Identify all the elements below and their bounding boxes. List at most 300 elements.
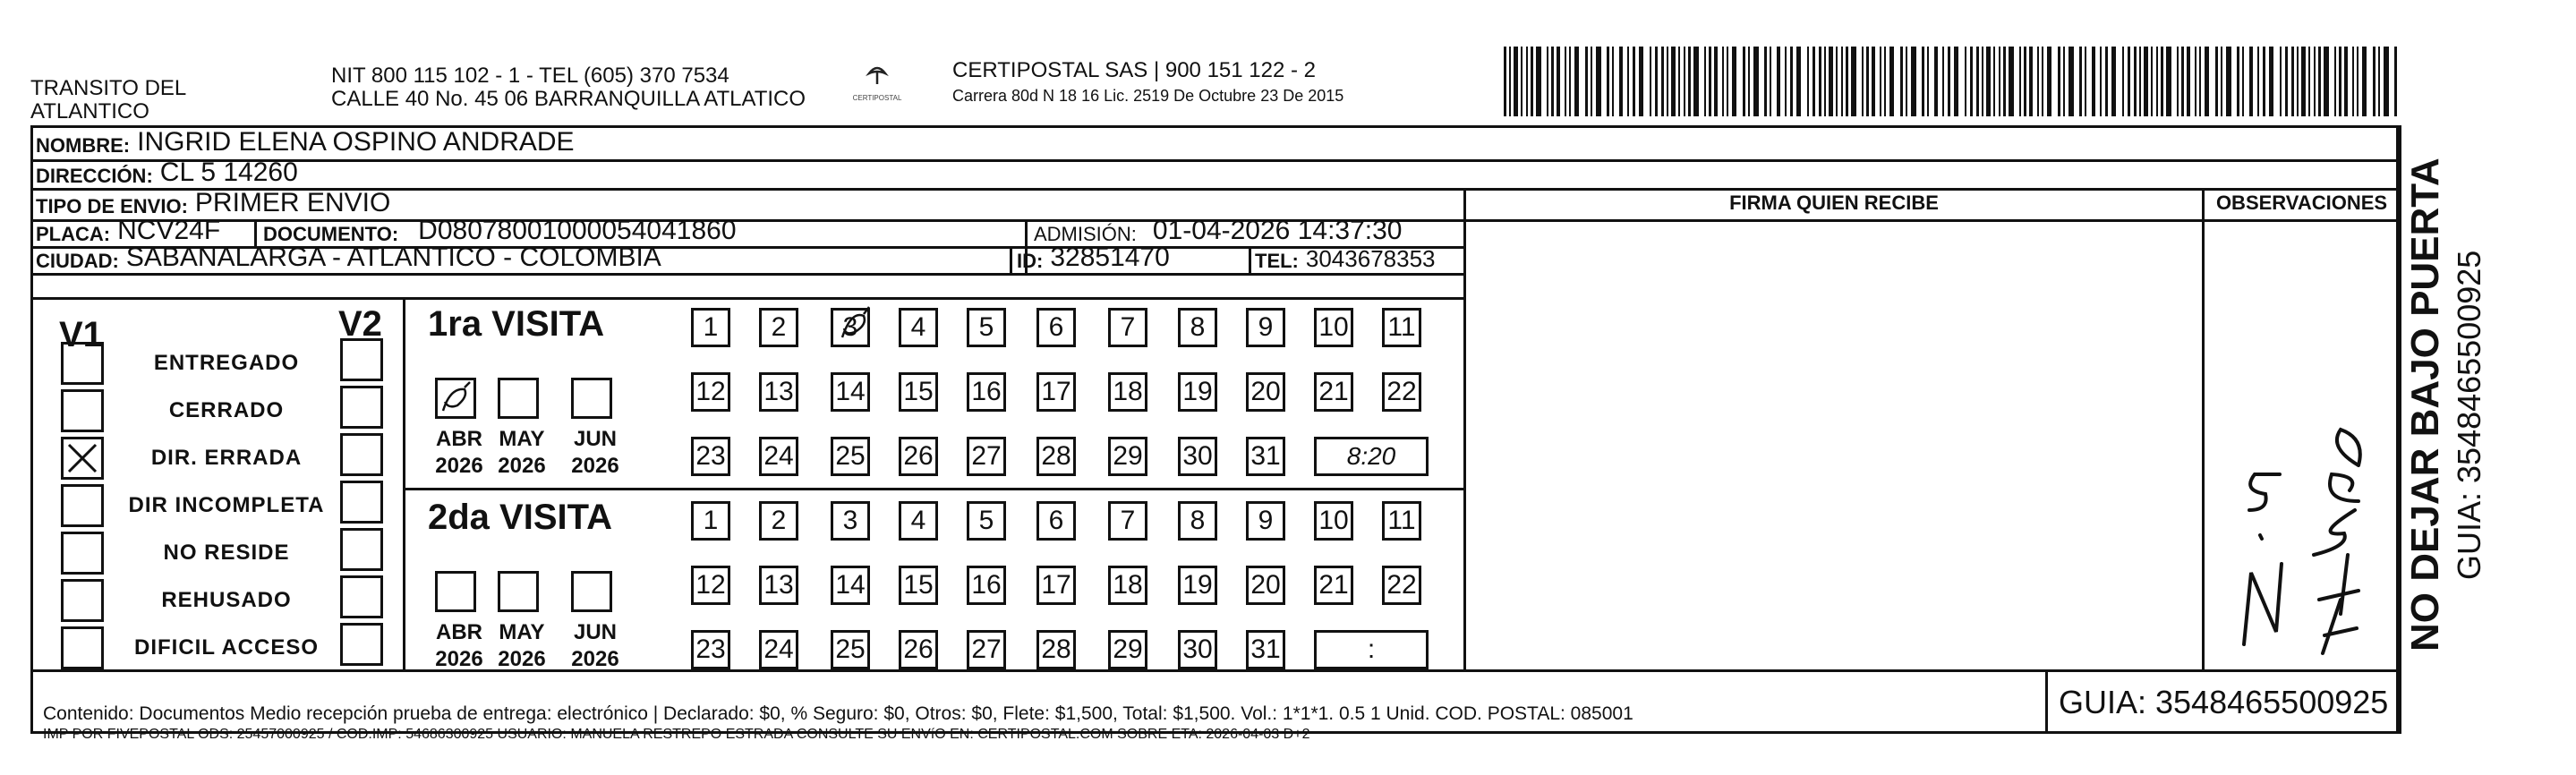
barcode-bar <box>2156 47 2158 116</box>
barcode-bar <box>1846 47 1848 116</box>
day-13-box[interactable]: 13 <box>759 372 798 412</box>
v1-checkbox[interactable] <box>61 626 104 669</box>
day-18-box[interactable]: 18 <box>1108 566 1147 605</box>
status-label: CERRADO <box>168 398 285 422</box>
barcode-bar <box>2105 47 2108 116</box>
barcode-bar <box>1709 47 1711 116</box>
no-dejar-bajo-puerta: NO DEJAR BAJO PUERTA <box>2403 158 2447 652</box>
logo-text: CERTIPOSTAL <box>852 94 902 102</box>
day-10-box[interactable]: 10 <box>1314 308 1353 347</box>
month-checkbox[interactable] <box>435 571 476 612</box>
barcode-bar <box>1684 47 1685 116</box>
barcode-bar <box>2215 47 2218 116</box>
day-20-box[interactable]: 20 <box>1246 372 1285 412</box>
barcode-bar <box>2301 47 2306 116</box>
day-23-box[interactable]: 23 <box>691 630 730 669</box>
time-box[interactable] <box>1314 437 1429 476</box>
day-9-box[interactable]: 9 <box>1246 308 1285 347</box>
month-name: MAY <box>499 620 545 644</box>
org-name <box>30 77 186 123</box>
v2-checkbox[interactable] <box>340 338 383 381</box>
barcode-bar <box>2029 47 2033 116</box>
day-8-box[interactable]: 8 <box>1178 501 1217 541</box>
month-label <box>490 426 553 480</box>
barcode-bar <box>1965 47 1966 116</box>
barcode-bar <box>1627 47 1629 116</box>
v1-checkbox[interactable] <box>61 342 104 385</box>
barcode-bar <box>1770 47 1771 116</box>
direccion-value: CL 5 14260 <box>159 158 298 187</box>
v2-header: V2 <box>338 304 382 344</box>
direccion-label: DIRECCIÓN: <box>36 165 153 187</box>
sender-address: CALLE 40 No. 45 06 BARRANQUILLA ATLATICO <box>331 87 806 111</box>
day-25-box[interactable]: 25 <box>831 630 870 669</box>
month-name: JUN <box>573 427 617 451</box>
barcode-bar <box>2280 47 2282 116</box>
day-3-box[interactable]: 3 <box>831 501 870 541</box>
carrier-address: Carrera 80d N 18 16 Lic. 2519 De Octubre 23 De 2015 <box>952 87 1344 105</box>
status-label: DIFICIL ACCESO <box>133 635 319 660</box>
rule <box>403 488 1463 490</box>
logo-mark-icon <box>864 63 891 89</box>
day-19-box[interactable]: 19 <box>1178 372 1217 412</box>
status-label: NO RESIDE <box>163 541 290 565</box>
rule <box>30 297 1463 300</box>
barcode-bar <box>2144 47 2148 116</box>
handwritten-mark-icon <box>833 305 873 350</box>
barcode-bar <box>2187 47 2190 116</box>
barcode-bar <box>1796 47 1801 116</box>
barcode-bar <box>2263 47 2265 116</box>
rule <box>1010 246 1012 273</box>
day-30-box[interactable]: 30 <box>1178 437 1217 476</box>
day-4-box[interactable]: 4 <box>899 501 938 541</box>
ciudad-field <box>36 243 661 273</box>
barcode-bar <box>2308 47 2310 116</box>
rule <box>2045 669 2048 734</box>
barcode-bar <box>2221 47 2222 116</box>
rule <box>1249 246 1251 273</box>
month-label <box>428 619 490 673</box>
day-8-box[interactable]: 8 <box>1178 308 1217 347</box>
day-15-box[interactable]: 15 <box>899 372 938 412</box>
day-19-box[interactable]: 19 <box>1178 566 1217 605</box>
day-7-box[interactable]: 7 <box>1108 308 1147 347</box>
barcode-bar <box>2181 47 2184 116</box>
rule <box>30 669 2399 672</box>
month-year: 2026 <box>435 647 483 671</box>
documento-value: D08078001000054041860 <box>418 216 737 245</box>
v2-checkbox[interactable] <box>340 623 383 666</box>
month-year: 2026 <box>498 647 546 671</box>
day-24-box[interactable]: 24 <box>759 437 798 476</box>
day-31-box[interactable]: 31 <box>1246 630 1285 669</box>
day-22-box[interactable]: 22 <box>1382 566 1421 605</box>
barcode-bar <box>1619 47 1623 116</box>
rule <box>2399 125 2401 734</box>
barcode-bar <box>1727 47 1728 116</box>
carrier-info <box>952 59 1343 106</box>
day-12-box[interactable]: 12 <box>691 566 730 605</box>
visit-title: 1ra VISITA <box>428 304 605 344</box>
barcode-bar <box>1521 47 1523 116</box>
firma-header: FIRMA QUIEN RECIBE <box>1729 192 1939 214</box>
barcode-bar <box>1954 47 1958 116</box>
tel-label: TEL: <box>1255 250 1299 272</box>
day-1-box[interactable]: 1 <box>691 501 730 541</box>
barcode-bar <box>1574 47 1579 116</box>
id-value: 32851470 <box>1050 243 1170 272</box>
day-16-box[interactable]: 16 <box>967 566 1006 605</box>
barcode-bar <box>2195 47 2196 116</box>
barcode-bar <box>2042 47 2043 116</box>
rule <box>30 273 1463 276</box>
nombre-row <box>36 125 575 158</box>
barcode-bar <box>1982 47 1983 116</box>
day-5-box[interactable]: 5 <box>967 501 1006 541</box>
status-label: REHUSADO <box>161 588 292 612</box>
day-17-box[interactable]: 17 <box>1036 566 1076 605</box>
side-warning <box>2403 150 2447 652</box>
day-5-box[interactable]: 5 <box>967 308 1006 347</box>
v1-checkbox[interactable] <box>61 579 104 622</box>
barcode-bar <box>1748 47 1750 116</box>
barcode-bar <box>1934 47 1938 116</box>
barcode-bar <box>1688 47 1691 116</box>
barcode-bar <box>1948 47 1950 116</box>
status-label: ENTREGADO <box>153 351 300 375</box>
barcode-bar <box>2151 47 2153 116</box>
barcode-bar <box>2199 47 2201 116</box>
barcode-bar <box>2003 47 2006 116</box>
month-year: 2026 <box>571 454 619 478</box>
day-14-box[interactable]: 14 <box>831 566 870 605</box>
barcode-bar <box>1607 47 1609 116</box>
barcode-bar <box>1900 47 1903 116</box>
barcode-bar <box>2122 47 2124 116</box>
barcode-bar <box>2092 47 2095 116</box>
day-22-box[interactable]: 22 <box>1382 372 1421 412</box>
barcode-bar <box>1650 47 1651 116</box>
status-label: DIR. ERRADA <box>150 446 303 470</box>
v1-checkbox[interactable] <box>61 532 104 575</box>
barcode-bar <box>2237 47 2239 116</box>
carrier-line: CERTIPOSTAL SAS | 900 151 122 - 2 <box>952 58 1316 82</box>
month-checkbox[interactable] <box>498 378 539 419</box>
tipo-envio-label: TIPO DE ENVIO: <box>36 195 188 217</box>
admision-label: ADMISIÓN: <box>1034 223 1137 245</box>
day-2-box[interactable]: 2 <box>759 501 798 541</box>
barcode-bar <box>2378 47 2380 116</box>
rule <box>1463 219 2399 222</box>
barcode-bar <box>2063 47 2065 116</box>
v2-checkbox[interactable] <box>340 386 383 429</box>
barcode-bar <box>2024 47 2026 116</box>
barcode-bar <box>1884 47 1886 116</box>
barcode-bar <box>2166 47 2171 116</box>
day-11-box[interactable]: 11 <box>1382 501 1421 541</box>
day-26-box[interactable]: 26 <box>899 630 938 669</box>
barcode-bar <box>2373 47 2376 116</box>
day-26-box[interactable]: 26 <box>899 437 938 476</box>
footer-contenido: Contenido: Documentos Medio recepción prueba de entrega: electrónico | Declarado: $0, % Seguro: $0, Otros: $0, Flete: $1,500, Total: $1,500. Vol.: 1*1*1. 0.5 1 Unid. COD. POSTAL: 085001 <box>43 703 1633 724</box>
day-20-box[interactable]: 20 <box>1246 566 1285 605</box>
time-value: 8:20 <box>1346 442 1396 470</box>
barcode-bar <box>2297 47 2299 116</box>
observaciones-header: OBSERVACIONES <box>2215 192 2388 214</box>
barcode-bar <box>1851 47 1856 116</box>
barcode-bar <box>1536 47 1541 116</box>
tel-value: 3043678353 <box>1305 245 1436 272</box>
barcode-bar <box>1790 47 1793 116</box>
barcode-bar <box>1526 47 1528 116</box>
barcode-bar <box>1906 47 1907 116</box>
day-7-box[interactable]: 7 <box>1108 501 1147 541</box>
barcode-bar <box>1880 47 1881 116</box>
day-21-box[interactable]: 21 <box>1314 566 1353 605</box>
v2-checkbox[interactable] <box>340 575 383 618</box>
barcode-bar <box>1585 47 1588 116</box>
barcode-bar <box>1655 47 1658 116</box>
month-year: 2026 <box>498 454 546 478</box>
barcode-bar <box>1557 47 1560 116</box>
barcode-bar <box>1591 47 1592 116</box>
visit-title: 2da VISITA <box>428 498 612 537</box>
nit-line: NIT 800 115 102 - 1 - TEL (605) 370 7534 <box>331 64 729 88</box>
barcode-bar <box>2334 47 2336 116</box>
barcode-bar <box>1819 47 1821 116</box>
day-27-box[interactable]: 27 <box>967 630 1006 669</box>
barcode-bar <box>1872 47 1875 116</box>
barcode-bar <box>1942 47 1944 116</box>
barcode-bar <box>2134 47 2137 116</box>
day-24-box[interactable]: 24 <box>759 630 798 669</box>
day-15-box[interactable]: 15 <box>899 566 938 605</box>
barcode-bar <box>1743 47 1745 116</box>
placa-label: PLACA: <box>36 223 111 245</box>
barcode-bar <box>1504 47 1506 116</box>
nombre-label: NOMBRE: <box>36 134 131 157</box>
tipo-envio-value: PRIMER ENVIO <box>194 188 391 217</box>
barcode-bar <box>2344 47 2348 116</box>
day-14-box[interactable]: 14 <box>831 372 870 412</box>
day-6-box[interactable]: 6 <box>1036 308 1076 347</box>
time-value: : <box>1367 634 1376 664</box>
rule <box>30 159 2399 162</box>
certipostal-logo <box>849 63 906 113</box>
admision-value: 01-04-2026 14:37:30 <box>1152 216 1403 245</box>
v1-checkbox[interactable] <box>61 484 104 527</box>
barcode-bar <box>1722 47 1724 116</box>
day-27-box[interactable]: 27 <box>967 437 1006 476</box>
barcode-bar <box>1999 47 2000 116</box>
v1-checkbox[interactable] <box>61 437 104 480</box>
day-29-box[interactable]: 29 <box>1108 437 1147 476</box>
barcode-bar <box>1993 47 1995 116</box>
month-label <box>490 619 553 673</box>
barcode-bar <box>1531 47 1533 116</box>
barcode-bar <box>1569 47 1571 116</box>
side-guia-text: GUIA: 3548465500925 <box>2451 250 2487 580</box>
barcode-bar <box>2226 47 2231 116</box>
side-guia <box>2452 204 2486 580</box>
direccion-row <box>36 159 298 188</box>
day-28-box[interactable]: 28 <box>1036 630 1076 669</box>
v1-checkbox[interactable] <box>61 389 104 432</box>
day-9-box[interactable]: 9 <box>1246 501 1285 541</box>
barcode-bar <box>2100 47 2102 116</box>
footer-imp: IMP POR FIVEPOSTAL ODS: 25457000925 / COD.IMP: 54686300925 USUARIO: MANUELA RESTREPO ESTRADA CONSULTE SU ENVíO EN: CERTIPOSTAL.COM SOBRE ETA: 2026-04-03 D+2 <box>43 727 1310 742</box>
barcode-bar <box>1986 47 1991 116</box>
day-2-box[interactable]: 2 <box>759 308 798 347</box>
day-17-box[interactable]: 17 <box>1036 372 1076 412</box>
day-10-box[interactable]: 10 <box>1314 501 1353 541</box>
v2-checkbox[interactable] <box>340 528 383 571</box>
day-28-box[interactable]: 28 <box>1036 437 1076 476</box>
barcode-bar <box>2161 47 2163 116</box>
barcode-bar <box>1753 47 1759 116</box>
day-6-box[interactable]: 6 <box>1036 501 1076 541</box>
placa-value: NCV24F <box>117 216 221 245</box>
month-year: 2026 <box>435 454 483 478</box>
day-21-box[interactable]: 21 <box>1314 372 1353 412</box>
nombre-value: INGRID ELENA OSPINO ANDRADE <box>137 127 575 157</box>
barcode-bar <box>2037 47 2039 116</box>
barcode-bar <box>1678 47 1680 116</box>
barcode-bar <box>1633 47 1635 116</box>
barcode-bar <box>1514 47 1518 116</box>
day-4-box[interactable]: 4 <box>899 308 938 347</box>
month-name: MAY <box>499 427 545 451</box>
id-field <box>1017 243 1170 273</box>
barcode-bar <box>2085 47 2086 116</box>
day-3-box[interactable]: 3 <box>831 308 870 347</box>
month-label <box>564 619 627 673</box>
barcode-bar <box>1693 47 1699 116</box>
barcode-bar <box>1661 47 1664 116</box>
rule <box>1463 188 1466 669</box>
barcode-bar <box>2269 47 2273 116</box>
barcode-bar <box>2111 47 2116 116</box>
footer-guia: GUIA: 3548465500925 <box>2059 684 2389 720</box>
barcode-bar <box>1551 47 1554 116</box>
barcode-bar <box>1639 47 1643 116</box>
day-23-box[interactable]: 23 <box>691 437 730 476</box>
barcode-bar <box>2285 47 2288 116</box>
barcode-bar <box>2357 47 2358 116</box>
barcode-bar <box>1927 47 1929 116</box>
barcode-bar <box>2205 47 2209 116</box>
barcode-bar <box>2128 47 2130 116</box>
month-label <box>428 426 490 480</box>
tel-field <box>1255 246 1436 273</box>
barcode-bar <box>1714 47 1718 116</box>
barcode-bar <box>1970 47 1973 116</box>
barcode-bar <box>2009 47 2014 116</box>
day-31-box[interactable]: 31 <box>1246 437 1285 476</box>
barcode-bar <box>1777 47 1780 116</box>
barcode-bar <box>2242 47 2244 116</box>
barcode-bar <box>1862 47 1864 116</box>
documento-label: DOCUMENTO: <box>263 223 399 245</box>
barcode-bar <box>2058 47 2060 116</box>
barcode-bar <box>1667 47 1668 116</box>
ciudad-label: CIUDAD: <box>36 250 119 272</box>
barcode-bar <box>2362 47 2367 116</box>
barcode-bar <box>1732 47 1736 116</box>
sender-info <box>331 64 806 111</box>
day-12-box[interactable]: 12 <box>691 372 730 412</box>
v2-checkbox[interactable] <box>340 481 383 524</box>
time-box[interactable] <box>1314 630 1429 669</box>
month-checkbox[interactable] <box>571 378 612 419</box>
day-1-box[interactable]: 1 <box>691 308 730 347</box>
month-name: JUN <box>573 620 617 644</box>
v2-checkbox[interactable] <box>340 433 383 476</box>
day-18-box[interactable]: 18 <box>1108 372 1147 412</box>
barcode-bar <box>1976 47 1979 116</box>
barcode-bar <box>1509 47 1511 116</box>
status-label: DIR INCOMPLETA <box>128 493 325 517</box>
barcode-bar <box>1836 47 1838 116</box>
barcode-bar <box>1824 47 1826 116</box>
barcode-bar <box>2249 47 2253 116</box>
barcode-bar <box>1565 47 1566 116</box>
barcode-bar <box>1596 47 1601 116</box>
month-year: 2026 <box>571 647 619 671</box>
month-name: ABR <box>436 427 482 451</box>
barcode-bar <box>1813 47 1815 116</box>
check-x-icon <box>64 439 101 477</box>
observaciones-handwriting <box>2206 376 2394 662</box>
barcode-bar <box>1889 47 1894 116</box>
day-11-box[interactable]: 11 <box>1382 308 1421 347</box>
handwritten-mark-icon <box>438 380 473 416</box>
month-checkbox[interactable] <box>435 378 476 419</box>
barcode-bar <box>1922 47 1924 116</box>
ciudad-value: SABANALARGA - ATLANTICO - COLOMBIA <box>125 243 661 272</box>
barcode-bar <box>1807 47 1809 116</box>
org-line-1: TRANSITO DEL <box>30 76 187 100</box>
month-name: ABR <box>436 620 482 644</box>
barcode-bar <box>2324 47 2329 116</box>
rule <box>403 297 405 669</box>
barcode-bar <box>2291 47 2294 116</box>
barcode-bar <box>1866 47 1869 116</box>
day-29-box[interactable]: 29 <box>1108 630 1147 669</box>
barcode-bar <box>1547 47 1548 116</box>
barcode-bar <box>2339 47 2341 116</box>
day-30-box[interactable]: 30 <box>1178 630 1217 669</box>
barcode-bar <box>2384 47 2389 116</box>
barcode-bar <box>2068 47 2074 116</box>
barcode-bar <box>1704 47 1706 116</box>
barcode-bar <box>1829 47 1833 116</box>
barcode-bar <box>1764 47 1767 116</box>
month-checkbox[interactable] <box>571 571 612 612</box>
barcode-bar <box>1671 47 1676 116</box>
month-checkbox[interactable] <box>498 571 539 612</box>
barcode-bar <box>2314 47 2316 116</box>
day-13-box[interactable]: 13 <box>759 566 798 605</box>
barcode-bar <box>2352 47 2354 116</box>
barcode-bar <box>2177 47 2179 116</box>
day-16-box[interactable]: 16 <box>967 372 1006 412</box>
rule <box>2202 188 2205 669</box>
barcode-bar <box>1612 47 1614 116</box>
barcode-bar <box>2047 47 2051 116</box>
day-25-box[interactable]: 25 <box>831 437 870 476</box>
